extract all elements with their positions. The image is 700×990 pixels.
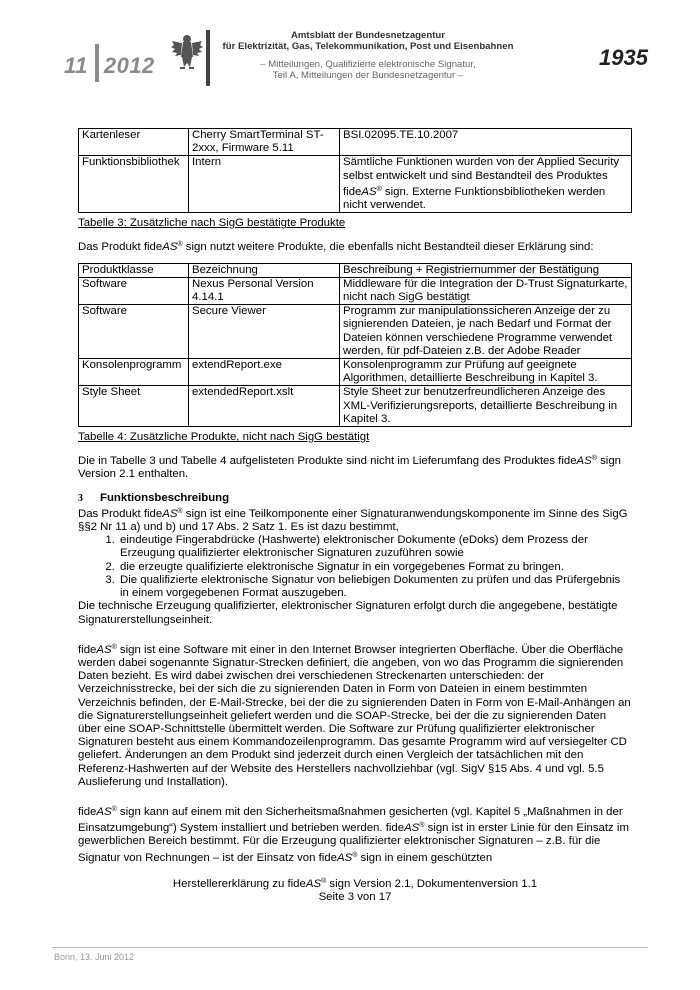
header-divider	[206, 30, 210, 86]
table-cell: Sämtliche Funktionen wurden von der Applied Security selbst entwickelt und sind Bestandteil des Produktes fideAS® sign. Externe Funktionsbibliotheken werden nicht verwendet.	[340, 156, 632, 213]
table-cell: Style Sheet	[79, 386, 189, 427]
table-cell: Cherry SmartTerminal ST-2xxx, Firmware 5.11	[189, 129, 340, 156]
table-cell: Software	[79, 305, 189, 359]
gazette-subtitle-line1: – Mitteilungen, Qualifizierte elektronische Signatur,	[260, 59, 476, 70]
section-heading	[78, 492, 632, 505]
issue-divider	[95, 44, 99, 82]
table-row	[79, 359, 632, 386]
issue-label	[64, 44, 155, 82]
table-cell: Funktionsbibliothek	[79, 156, 189, 213]
publication-date: Bonn, 13. Juni 2012	[54, 952, 135, 962]
section-number: 3	[78, 492, 83, 504]
gazette-title-line2: für Elektrizität, Gas, Telekommunikation, Post und Eisenbahnen	[222, 41, 514, 52]
table-additional-products	[78, 263, 632, 427]
column-header: Bezeichnung	[189, 263, 340, 277]
footer-divider	[52, 947, 648, 948]
list-item: 1. eindeutige Fingerabdrücke (Hashwerte) elektronischer Dokumente (eDoks) dem Prozess der Erzeugung qualifizierter elektronischer Signaturen zuzuführen sowie	[118, 534, 632, 560]
gazette-title	[218, 30, 518, 52]
table-row	[79, 129, 632, 156]
table-cell: Konsolenprogramm	[79, 359, 189, 386]
table-certified-products	[78, 128, 632, 213]
table-cell: Middleware für die Integration der D-Trust Signaturkarte, nicht nach SigG bestätigt	[340, 277, 632, 304]
table-header-row	[79, 263, 632, 277]
table-cell: Programm zur manipulationssicheren Anzeige der zu signierenden Dateien, je nach Bedarf und Format der Dateien können verschiedene Programme verwendet werden, für pdf-Dateien z.B. der Adobe Reader	[340, 305, 632, 359]
gazette-page-number: 1935	[599, 45, 648, 70]
table-cell: extendedReport.xslt	[189, 386, 340, 427]
brand-name: AS	[162, 241, 178, 254]
document-page-count: Seite 3 von 17	[318, 891, 392, 904]
scope-note: Die in Tabelle 3 und Tabelle 4 aufgelisteten Produkte sind nicht im Lieferumfang des Produktes fideAS® sign Version 2.1 enthalten.	[78, 455, 621, 481]
gazette-subtitle-line2: Teil A, Mitteilungen der Bundesnetzagentur –	[272, 70, 464, 81]
document-footer-title: Herstellererklärung zu fideAS® sign Version 2.1, Dokumentenversion 1.1	[172, 877, 538, 890]
gazette-title-line1: Amtsblatt der Bundesnetzagentur	[290, 30, 446, 41]
issue-year: 2012	[103, 53, 155, 78]
column-header: Beschreibung + Registriernummer der Bestätigung	[340, 263, 632, 277]
table-row	[79, 277, 632, 304]
table-cell: Konsolenprogramm zur Prüfung auf geeignete Algorithmen, detaillierte Beschreibung in Kapitel 3.	[340, 359, 632, 386]
federal-eagle-icon	[171, 33, 203, 71]
table-row	[79, 156, 632, 213]
section-paragraph: fideAS® sign ist eine Software mit einer in den Internet Browser integrierten Oberfläche. Über die Oberfläche werden dabei sogenannte Signatur-Strecken definiert, die angeben, von wo das Programm die signierenden Daten bezieht. Es wird dabei zwischen drei verschiedenen Streckenarten unterschieden: der Verzeichnisstrecke, bei der sich die zu signierenden Daten in Form von Dateien in einem bestimmten Verzeichnis befinden, der E-Mail-Strecke, bei der die zu signierenden Daten in Form von E-Mail-Anhängen an die Signaturerstellungseinheit geliefert werden und die SOAP-Strecke, bei der die zu signierenden Daten über eine SOAP-Schnittstelle übermittelt werden. Die Software zur Prüfung qualifizierter elektronischer Signaturen besteht aus einem Kommandozeilenprogramm. Das gesamte Programm wird auf versiegelter CD geliefert. Änderungen an dem Produkt sind jederzeit durch einen Vergleich der tatsächlichen mit den Referenz-Hashwerten auf der Website des Herstellers nachvollziehbar (vgl. SigV §15 Abs. 4 und vgl. 5.5 Auslieferung und Installation).	[78, 643, 631, 788]
document-body	[78, 128, 632, 905]
column-header: Produktklasse	[79, 263, 189, 277]
table-cell: Secure Viewer	[189, 305, 340, 359]
section-paragraph: Die technische Erzeugung qualifizierter, elektronischer Signaturen erfolgt durch die angegebene, bestätigte Signaturerstellungseinheit.	[78, 600, 618, 626]
list-item: 3. Die qualifizierte elektronische Signatur von beliebigen Dokumenten zu prüfen und das Prüfergebnis in einem vorgegebenen Format auszugeben.	[118, 574, 632, 600]
intro-paragraph: Das Produkt fideAS® sign nutzt weitere Produkte, die ebenfalls nicht Bestandteil dieser Erklärung sind:	[78, 241, 594, 254]
table-cell: Software	[79, 277, 189, 304]
list-item: 2. die erzeugte qualifizierte elektronische Signatur in ein vorgegebenes Format zu bringen.	[118, 561, 632, 574]
section-paragraph: Das Produkt fideAS® sign ist eine Teilkomponente einer Signaturanwendungskomponente im Sinne des SigG §§2 Nr 11 a) und b) und 17 Abs. 2 Satz 1. Es ist dazu bestimmt,	[78, 507, 628, 534]
section-paragraph: fideAS® sign kann auf einem mit den Sicherheitsmaßnahmen gesicherten (vgl. Kapitel 5 „Maßnahmen in der Einsatzumgebung“) System installiert und betrieben werden. fideAS® sign ist in erster Linie für den Einsatz im gewerblichen Bereich bestimmt. Für die Erzeugung qualifizierter elektronischer Signaturen – z.B. für die Signatur von Rechnungen – ist der Einsatz von fideAS® sign in einem geschützten	[78, 805, 629, 864]
document-footer	[78, 875, 632, 905]
table-cell: Nexus Personal Version 4.14.1	[189, 277, 340, 304]
table-cell: BSI.02095.TE.10.2007	[340, 129, 632, 156]
gazette-subtitle	[218, 59, 518, 81]
table-cell: Kartenleser	[79, 129, 189, 156]
section-title: Funktionsbeschreibung	[100, 491, 230, 504]
table3-caption: Tabelle 3: Zusätzliche nach SigG bestätigte Produkte	[78, 217, 346, 230]
table-row	[79, 386, 632, 427]
function-list	[78, 534, 632, 600]
table-row	[79, 305, 632, 359]
issue-number: 11	[64, 53, 88, 78]
table4-caption: Tabelle 4: Zusätzliche Produkte, nicht nach SigG bestätigt	[78, 431, 370, 444]
table-cell: Intern	[189, 156, 340, 213]
table-cell: Style Sheet zur benutzerfreundlicheren Anzeige des XML-Verifizierungsreports, detaillierte Beschreibung in Kapitel 3.	[340, 386, 632, 427]
table-cell: extendReport.exe	[189, 359, 340, 386]
